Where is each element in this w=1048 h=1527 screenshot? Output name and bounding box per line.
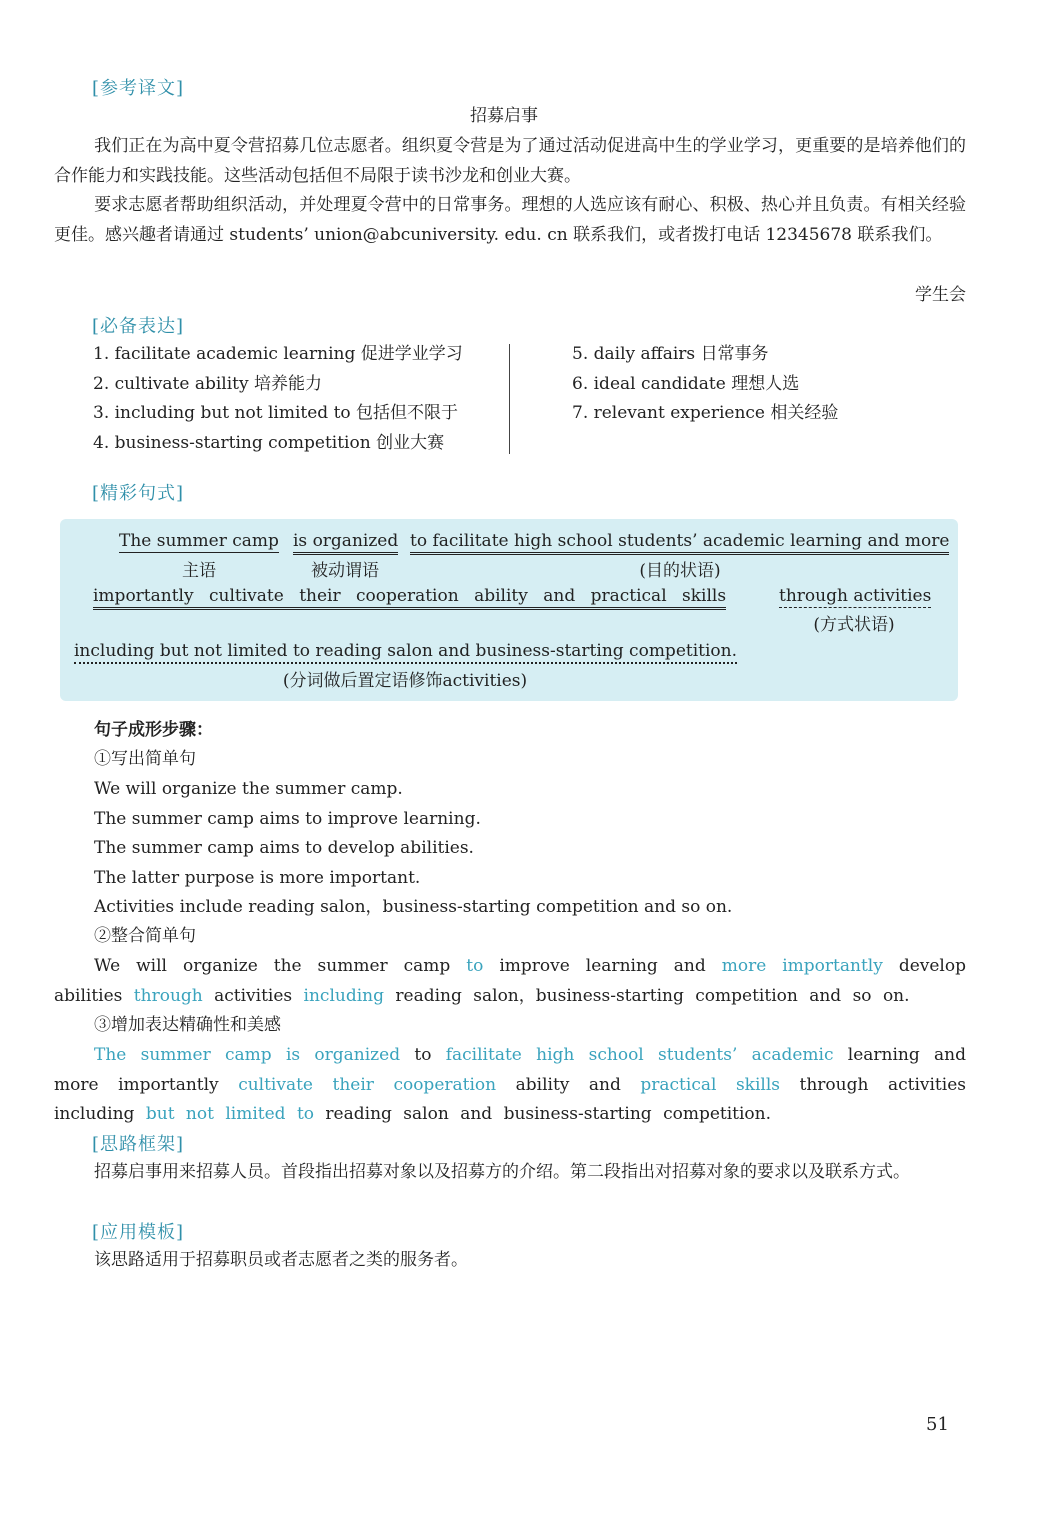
step2-text: improve learning and <box>483 956 722 976</box>
step2-combined-sentence <box>54 952 966 1011</box>
translation-signature: 学生会 <box>915 285 966 305</box>
steps-title: 句子成形步骤： <box>94 720 213 740</box>
column-divider <box>509 344 510 454</box>
framework-paragraph <box>54 1158 966 1188</box>
step3-text: learning and more importantly <box>54 1045 966 1095</box>
step3-highlight: practical skills <box>640 1074 780 1095</box>
diagram-subject-label: 主语 <box>182 561 216 581</box>
section-heading-expressions: [必备表达] <box>92 316 185 337</box>
step1-sentences <box>94 775 732 923</box>
step2-title: ②整合简单句 <box>94 926 196 946</box>
diagram-purpose-label: (目的状语) <box>639 561 721 581</box>
step1-title: ①写出简单句 <box>94 749 196 769</box>
simple-sentence: The latter purpose is more important. <box>94 867 421 888</box>
section-heading-framework: [思路框架] <box>92 1134 185 1155</box>
step2-highlight: more importantly <box>721 956 883 976</box>
expression-item: 3. including but not limited to 包括但不限于 <box>93 403 459 423</box>
diagram-participle-label: (分词做后置定语修饰activities) <box>282 671 528 691</box>
template-text: 该思路适用于招募职员或者志愿者之类的服务者。 <box>94 1250 468 1270</box>
step2-highlight: to <box>466 956 484 976</box>
translation-paragraph-1 <box>54 132 966 191</box>
diagram-predicate: is organized <box>293 531 398 555</box>
expression-item: 5. daily affairs 日常事务 <box>572 344 769 364</box>
diagram-manner: through activities <box>779 586 932 606</box>
expression-item: 4. business-starting competition 创业大赛 <box>93 432 445 453</box>
expressions-right-column <box>572 340 838 429</box>
simple-sentence: We will organize the summer camp. <box>94 779 403 799</box>
diagram-predicate-label: 被动谓语 <box>311 561 379 581</box>
step3-text: ability and <box>496 1074 641 1095</box>
step2-highlight: including <box>303 985 384 1006</box>
step3-text: reading salon and business-starting competition. <box>314 1104 772 1124</box>
simple-sentence: The summer camp aims to develop abilities. <box>94 838 474 858</box>
step2-text: reading salon，business-starting competition and so on. <box>384 985 910 1006</box>
expression-item: 1. facilitate academic learning 促进学业学习 <box>93 344 463 364</box>
simple-sentence: The summer camp aims to improve learning. <box>94 808 481 829</box>
step3-highlight: The summer camp is organized <box>94 1045 401 1065</box>
simple-sentence: Activities include reading salon，business-starting competition and so on. <box>94 897 733 917</box>
diagram-purpose: to facilitate high school students’ academic learning and more <box>410 531 949 555</box>
expressions-left-column <box>93 340 463 458</box>
step2-text: activities <box>202 985 304 1006</box>
diagram-manner-label: (方式状语) <box>813 615 895 635</box>
framework-text: 招募启事用来招募人员。首段指出招募对象以及招募方的介绍。第二段指出对招募对象的要求以及联系方式。 <box>94 1162 910 1182</box>
step3-title: ③增加表达精确性和美感 <box>94 1015 281 1035</box>
step2-text: develop abilities <box>54 956 966 1006</box>
diagram-purpose-continued: importantly cultivate their cooperation ability and practical skills <box>93 586 726 610</box>
step3-polished-sentence <box>54 1041 966 1130</box>
section-heading-reference: [参考译文] <box>92 78 185 99</box>
expression-item: 2. cultivate ability 培养能力 <box>93 373 323 394</box>
step3-highlight: facilitate high school students’ academic <box>445 1045 834 1065</box>
step2-highlight: through <box>133 985 203 1006</box>
translation-paragraph-2 <box>54 191 966 250</box>
step3-text: through activities including <box>54 1074 966 1124</box>
section-heading-template: [应用模板] <box>92 1222 185 1243</box>
expression-item: 7. relevant experience 相关经验 <box>572 403 839 423</box>
section-heading-sentence: [精彩句式] <box>92 483 185 504</box>
step3-highlight: cultivate their cooperation <box>238 1074 497 1095</box>
translation-paragraph-2-text: 要求志愿者帮助组织活动，并处理夏令营中的日常事务。理想的人选应该有耐心、积极、热心并且负责。有相关经验更佳。感兴趣者请通过 students’ union@abcuniversity. edu. cn 联系我们，或者拨打电话 12345678 联系我们。 <box>54 195 966 245</box>
diagram-subject: The summer camp <box>119 531 279 551</box>
step3-text: to <box>400 1045 446 1065</box>
step3-highlight: but not limited to <box>145 1104 315 1124</box>
translation-paragraph-1-text: 我们正在为高中夏令营招募几位志愿者。组织夏令营是为了通过活动促进高中生的学业学习，更重要的是培养他们的合作能力和实践技能。这些活动包括但不局限于读书沙龙和创业大赛。 <box>54 136 966 186</box>
translation-title: 招募启事 <box>470 106 538 126</box>
page-number: 51 <box>926 1414 949 1435</box>
step2-text: We will organize the summer camp <box>94 956 467 976</box>
expression-item: 6. ideal candidate 理想人选 <box>572 373 800 394</box>
diagram-participle-phrase: including but not limited to reading salon and business-starting competition. <box>74 641 737 664</box>
